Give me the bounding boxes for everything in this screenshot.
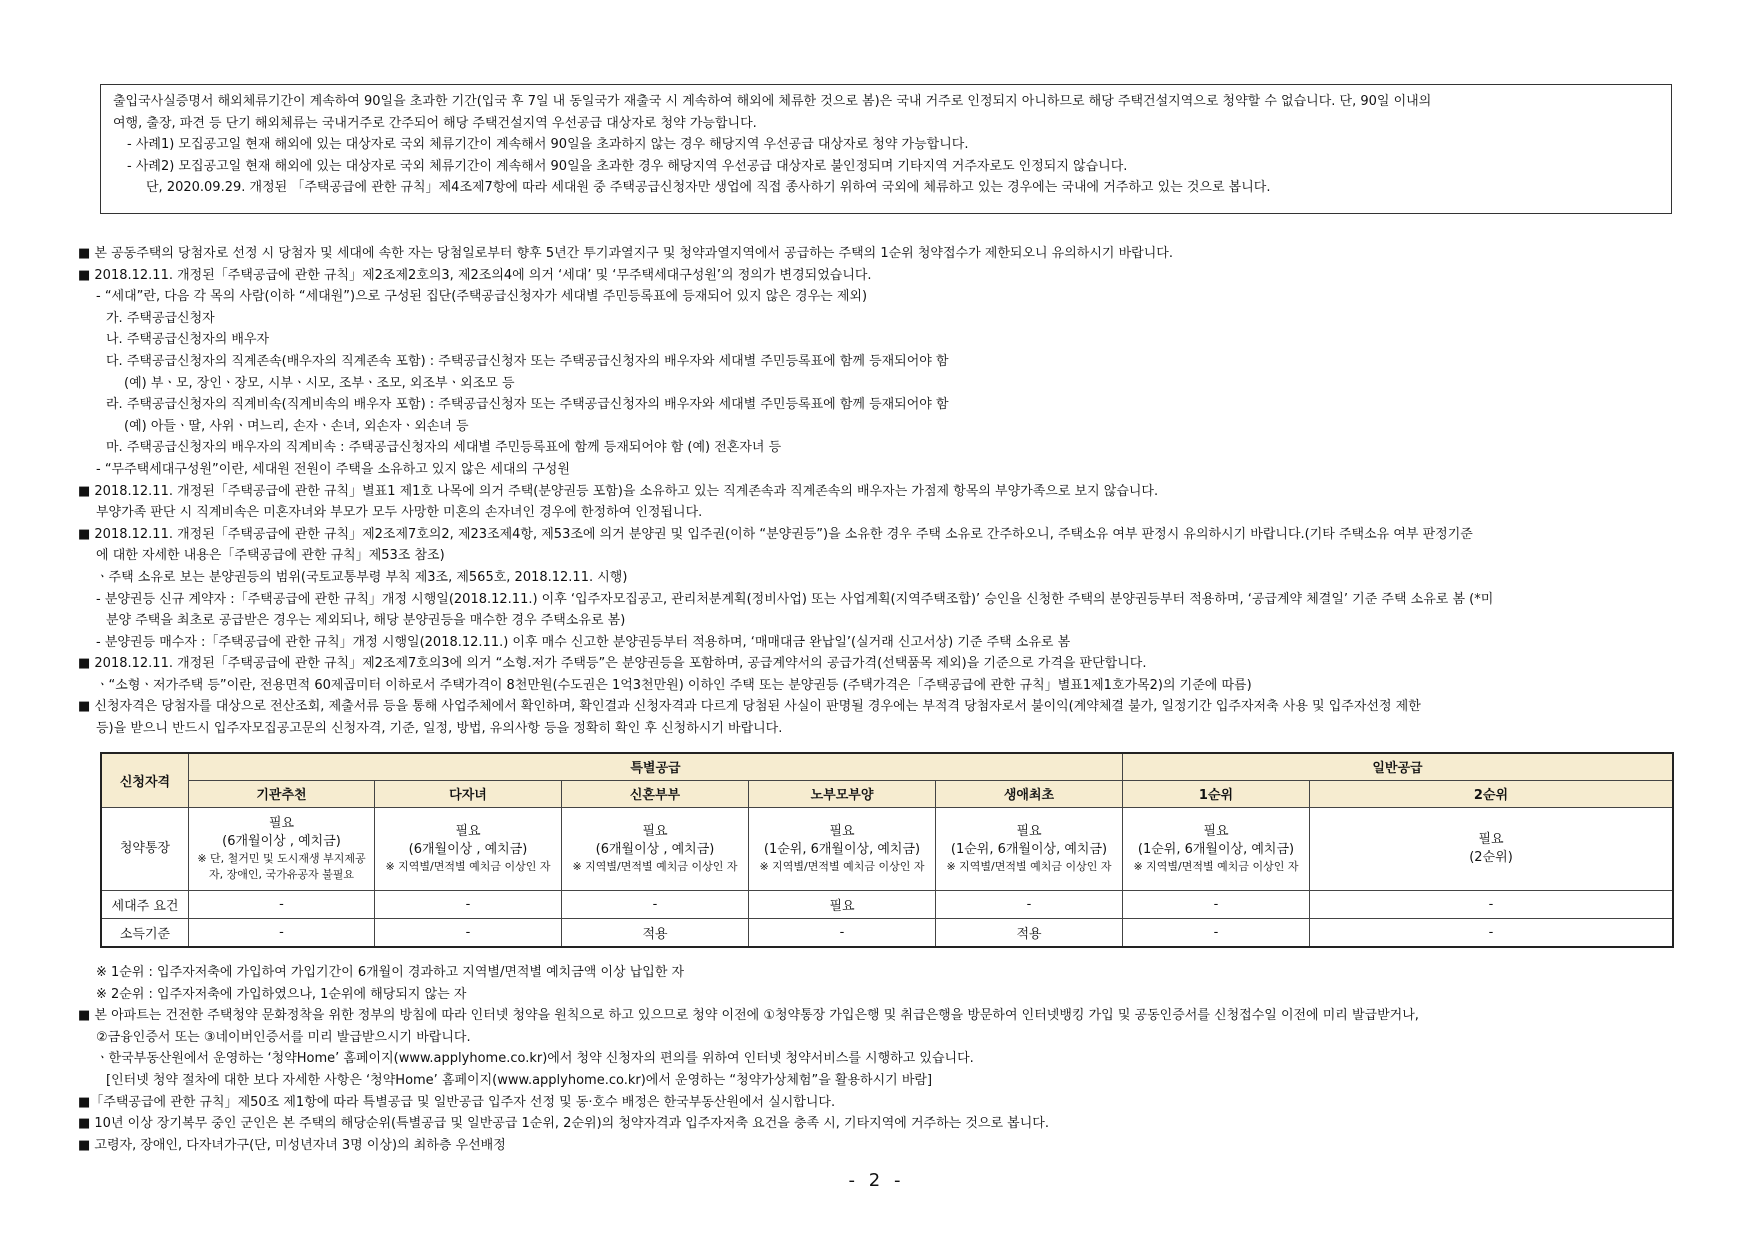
text-line: (예) 아들ㆍ딸, 사위ㆍ며느리, 손자ㆍ손녀, 외손자ㆍ외손녀 등 bbox=[124, 418, 469, 434]
column-header: 기관추천 bbox=[189, 780, 375, 807]
notice-box bbox=[100, 84, 1672, 214]
table-cell bbox=[1310, 807, 1674, 890]
table-cell: - bbox=[749, 918, 936, 947]
cell-main: 필요 bbox=[1203, 823, 1229, 839]
page-number: - 2 - bbox=[848, 1170, 905, 1191]
text-line: ■ 10년 이상 장기복무 중인 군인은 본 주택의 해당순위(특별공급 및 일반공급 1순위, 2순위)의 청약자격과 입주자저축 요건을 충족 시, 기타지역에 거주하는 것으로 봅니다. bbox=[78, 1116, 1049, 1132]
text-line: [인터넷 청약 절차에 대한 보다 자세한 사항은 ‘청약Home’ 홈페이지(www.applyhome.co.kr)에서 운영하는 “청약가상체험”을 활용하시기 바람] bbox=[106, 1072, 933, 1088]
cell-sub: (1순위, 6개월이상, 예치금) bbox=[1137, 841, 1295, 857]
cell-sub: (6개월이상 , 예치금) bbox=[222, 833, 341, 849]
table-cell bbox=[375, 807, 562, 890]
text-line: ■ 본 공동주택의 당첨자로 선정 시 당첨자 및 세대에 속한 자는 당첨일로부터 향후 5년간 투기과열지구 및 청약과열지역에서 공급하는 주택의 1순위 청약접수가 제한되오니 유의하시기 바랍니다. bbox=[78, 246, 1173, 261]
cell-main: 필요 bbox=[268, 815, 295, 831]
cell-note: ※ 단, 철거민 및 도시재생 부지제공자, 장애인, 국가유공자 불필요 bbox=[197, 851, 366, 881]
text-line: 나. 주택공급신청자의 배우자 bbox=[106, 332, 270, 348]
text-line: - “세대”란, 다음 각 목의 사람(이하 “세대원”)으로 구성된 집단(주택공급신청자가 세대별 주민등록표에 등재되어 있지 않은 경우는 제외) bbox=[96, 289, 868, 305]
body-section-b bbox=[78, 962, 1698, 1156]
table-cell bbox=[1123, 807, 1310, 890]
notice-line: 단, 2020.09.29. 개정된 「주택공급에 관한 규칙」제4조제7항에 따라 세대원 중 주택공급신청자만 생업에 직접 종사하기 위하여 국외에 체류하고 있는 경우에는 국내에 거주하고 있는 것으로 봅니다. bbox=[146, 180, 1271, 195]
group-header-general: 일반공급 bbox=[1123, 753, 1674, 780]
table-cell: - bbox=[562, 890, 749, 918]
cell-sub: (2순위) bbox=[1469, 849, 1513, 865]
table-cell bbox=[749, 807, 936, 890]
text-line: ■ 2018.12.11. 개정된「주택공급에 관한 규칙」제2조제2호의3, 제2조의4에 의거 ‘세대’ 및 ‘무주택세대구성원’의 정의가 변경되었습니다. bbox=[78, 267, 872, 283]
cell-sub: (1순위, 6개월이상, 예치금) bbox=[763, 841, 921, 857]
text-line: ㆍ주택 소유로 보는 분양권등의 범위(국토교통부령 부칙 제3조, 제565호, 2018.12.11. 시행) bbox=[96, 569, 628, 585]
text-line: ※ 2순위 : 입주자저축에 가입하였으나, 1순위에 해당되지 않는 자 bbox=[96, 986, 467, 1002]
table-cell: - bbox=[936, 890, 1123, 918]
table-cell: 필요 bbox=[749, 890, 936, 918]
cell-note: ※ 지역별/면적별 예치금 이상인 자 bbox=[759, 859, 925, 873]
text-line: ■ 본 아파트는 건전한 주택청약 문화정착을 위한 정부의 방침에 따라 인터넷 청약을 원칙으로 하고 있으므로 청약 이전에 ①청약통장 가입은행 및 취급은행을 방문하여 인터넷뱅킹 가입 및 공동인증서를 신청접수일 이전에 미리 발급받거나, bbox=[78, 1008, 1419, 1024]
text-line: ㆍ“소형ㆍ저가주택 등”이란, 전용면적 60제곱미터 이하로서 주택가격이 8천만원(수도권은 1억3천만원) 이하인 주택 또는 분양권등 (주택가격은「주택공급에 관한 규칙」별표1제1호가목2)의 기준에 따름) bbox=[96, 677, 1252, 693]
row-label: 청약통장 bbox=[101, 807, 189, 890]
cell-note: ※ 지역별/면적별 예치금 이상인 자 bbox=[946, 859, 1112, 873]
table-cell bbox=[936, 807, 1123, 890]
table-cell bbox=[189, 807, 375, 890]
table-cell: - bbox=[1123, 890, 1310, 918]
notice-line: 출입국사실증명서 해외체류기간이 계속하여 90일을 초과한 기간(입국 후 7일 내 동일국가 재출국 시 계속하여 해외에 체류한 것으로 봄)은 국내 거주로 인정되지 아니하므로 해당 주택건설지역으로 청약할 수 없습니다. 단, 90일 이내의 bbox=[113, 94, 1432, 109]
text-line: 등)을 받으니 반드시 입주자모집공고문의 신청자격, 기준, 일정, 방법, 유의사항 등을 정확히 확인 후 신청하시기 바랍니다. bbox=[96, 721, 783, 737]
text-line: 다. 주택공급신청자의 직계존속(배우자의 직계존속 포함) : 주택공급신청자 또는 주택공급신청자의 배우자와 세대별 주민등록표에 함께 등재되어야 함 bbox=[106, 353, 949, 369]
table-cell: - bbox=[1310, 890, 1674, 918]
column-header: 생애최초 bbox=[936, 780, 1123, 807]
text-line: 마. 주택공급신청자의 배우자의 직계비속 : 주택공급신청자의 세대별 주민등록표에 함께 등재되어야 함 (예) 전혼자녀 등 bbox=[106, 440, 782, 456]
cell-note: ※ 지역별/면적별 예치금 이상인 자 bbox=[572, 859, 738, 873]
cell-main: 필요 bbox=[1478, 831, 1504, 847]
column-header: 2순위 bbox=[1310, 780, 1674, 807]
text-line: ■ 고령자, 장애인, 다자녀가구(단, 미성년자녀 3명 이상)의 최하층 우선배정 bbox=[78, 1137, 506, 1153]
cell-main: 필요 bbox=[829, 823, 855, 839]
text-line: ②금융인증서 또는 ③네이버인증서를 미리 발급받으시기 바랍니다. bbox=[96, 1029, 471, 1045]
text-line: ㆍ한국부동산원에서 운영하는 ‘청약Home’ 홈페이지(www.applyhome.co.kr)에서 청약 신청자의 편의를 위하여 인터넷 청약서비스를 시행하고 있습니다. bbox=[96, 1051, 974, 1067]
table-corner-header: 신청자격 bbox=[101, 753, 189, 807]
table-cell bbox=[562, 807, 749, 890]
notice-line: 여행, 출장, 파견 등 단기 해외체류는 국내거주로 간주되어 해당 주택건설지역 우선공급 대상자로 청약 가능합니다. bbox=[113, 115, 757, 131]
table-row bbox=[101, 918, 1673, 947]
column-header: 신혼부부 bbox=[562, 780, 749, 807]
table-cell: - bbox=[1123, 918, 1310, 947]
table-cell: - bbox=[375, 890, 562, 918]
text-line: (예) 부ㆍ모, 장인ㆍ장모, 시부ㆍ시모, 조부ㆍ조모, 외조부ㆍ외조모 등 bbox=[124, 375, 515, 391]
text-line: - “무주택세대구성원”이란, 세대원 전원이 주택을 소유하고 있지 않은 세대의 구성원 bbox=[96, 461, 570, 477]
column-header: 노부모부양 bbox=[749, 780, 936, 807]
table-cell: 적용 bbox=[936, 918, 1123, 947]
table-cell: - bbox=[375, 918, 562, 947]
column-header: 1순위 bbox=[1123, 780, 1310, 807]
text-line: ■「주택공급에 관한 규칙」제50조 제1항에 따라 특별공급 및 일반공급 입주자 선정 및 동·호수 배정은 한국부동산원에서 실시합니다. bbox=[78, 1094, 836, 1110]
cell-note: ※ 지역별/면적별 예치금 이상인 자 bbox=[1133, 859, 1299, 873]
text-line: 라. 주택공급신청자의 직계비속(직계비속의 배우자 포함) : 주택공급신청자 또는 주택공급신청자의 배우자와 세대별 주민등록표에 함께 등재되어야 함 bbox=[106, 397, 949, 413]
text-line: ■ 2018.12.11. 개정된「주택공급에 관한 규칙」제2조제7호의2, 제23조제4항, 제53조에 의거 분양권 및 입주권(이하 “분양권등”)을 소유한 경우 주택 소유로 간주하오니, 주택소유 여부 판정시 유의하시기 바랍니다.(기타 주택소유 여부 판정기준 bbox=[78, 526, 1473, 542]
notice-line: - 사례2) 모집공고일 현재 해외에 있는 대상자로 국외 체류기간이 계속해서 90일을 초과한 경우 해당지역 우선공급 대상자로 불인정되며 기타지역 거주자로도 인정되지 않습니다. bbox=[127, 158, 1128, 174]
cell-sub: (1순위, 6개월이상, 예치금) bbox=[950, 841, 1108, 857]
table-cell: 적용 bbox=[562, 918, 749, 947]
text-line: 가. 주택공급신청자 bbox=[106, 310, 215, 326]
row-label: 소득기준 bbox=[101, 918, 189, 947]
cell-main: 필요 bbox=[642, 823, 668, 839]
eligibility-table bbox=[100, 752, 1674, 948]
text-line: 분양 주택을 최초로 공급받은 경우는 제외되나, 해당 분양권등을 매수한 경우 주택소유로 봄) bbox=[106, 613, 626, 629]
text-line: - 분양권등 매수자 :「주택공급에 관한 규칙」개정 시행일(2018.12.11.) 이후 매수 신고한 분양권등부터 적용하며, ‘매매대금 완납일’(실거래 신고서상) 기준 주택 소유로 봄 bbox=[96, 634, 1071, 650]
cell-sub: (6개월이상 , 예치금) bbox=[408, 841, 528, 857]
text-line: ■ 2018.12.11. 개정된「주택공급에 관한 규칙」별표1 제1호 나목에 의거 주택(분양권등 포함)을 소유하고 있는 직계존속과 직계존속의 배우자는 가점제 항목의 부양가족으로 보지 않습니다. bbox=[78, 483, 1159, 499]
body-section-a bbox=[78, 243, 1698, 740]
text-line: ※ 1순위 : 입주자저축에 가입하여 가입기간이 6개월이 경과하고 지역별/면적별 예치금액 이상 납입한 자 bbox=[96, 965, 685, 980]
text-line: ■ 2018.12.11. 개정된「주택공급에 관한 규칙」제2조제7호의3에 의거 “소형.저가 주택등”은 분양권등을 포함하며, 공급계약서의 공급가격(선택품목 제외)을 기준으로 가격을 판단합니다. bbox=[78, 656, 1147, 672]
cell-main: 필요 bbox=[1016, 823, 1042, 839]
notice-line: - 사례1) 모집공고일 현재 해외에 있는 대상자로 국외 체류기간이 계속해서 90일을 초과하지 않는 경우 해당지역 우선공급 대상자로 청약 가능합니다. bbox=[127, 137, 969, 152]
text-line: - 분양권등 신규 계약자 :「주택공급에 관한 규칙」개정 시행일(2018.12.11.) 이후 ‘입주자모집공고, 관리처분계획(정비사업) 또는 사업계획(지역주택조합)’ 승인을 신청한 주택의 분양권등부터 적용하며, ‘공급계약 체결일’ 기준 주택 소유로 봄 (*미 bbox=[96, 591, 1494, 607]
cell-main: 필요 bbox=[455, 823, 481, 839]
text-line: ■ 신청자격은 당첨자를 대상으로 전산조회, 제출서류 등을 통해 사업주체에서 확인하며, 확인결과 신청자격과 다르게 당첨된 사실이 판명될 경우에는 부적격 당첨자로서 불이익(계약체결 불가, 일정기간 입주자저축 사용 및 입주자선정 제한 bbox=[78, 699, 1421, 715]
table-row bbox=[101, 890, 1673, 918]
row-label: 세대주 요건 bbox=[101, 890, 189, 918]
group-header-special: 특별공급 bbox=[189, 753, 1123, 780]
text-line: 부양가족 판단 시 직계비속은 미혼자녀와 부모가 모두 사망한 미혼의 손자녀인 경우에 한정하여 인정됩니다. bbox=[96, 505, 703, 521]
cell-sub: (6개월이상 , 예치금) bbox=[595, 841, 715, 857]
text-line: 에 대한 자세한 내용은「주택공급에 관한 규칙」제53조 참조) bbox=[96, 548, 445, 564]
table-cell: - bbox=[189, 918, 375, 947]
table-cell: - bbox=[1310, 918, 1674, 947]
table-row bbox=[101, 807, 1673, 890]
cell-note: ※ 지역별/면적별 예치금 이상인 자 bbox=[385, 859, 551, 873]
column-header: 다자녀 bbox=[375, 780, 562, 807]
table-cell: - bbox=[189, 890, 375, 918]
